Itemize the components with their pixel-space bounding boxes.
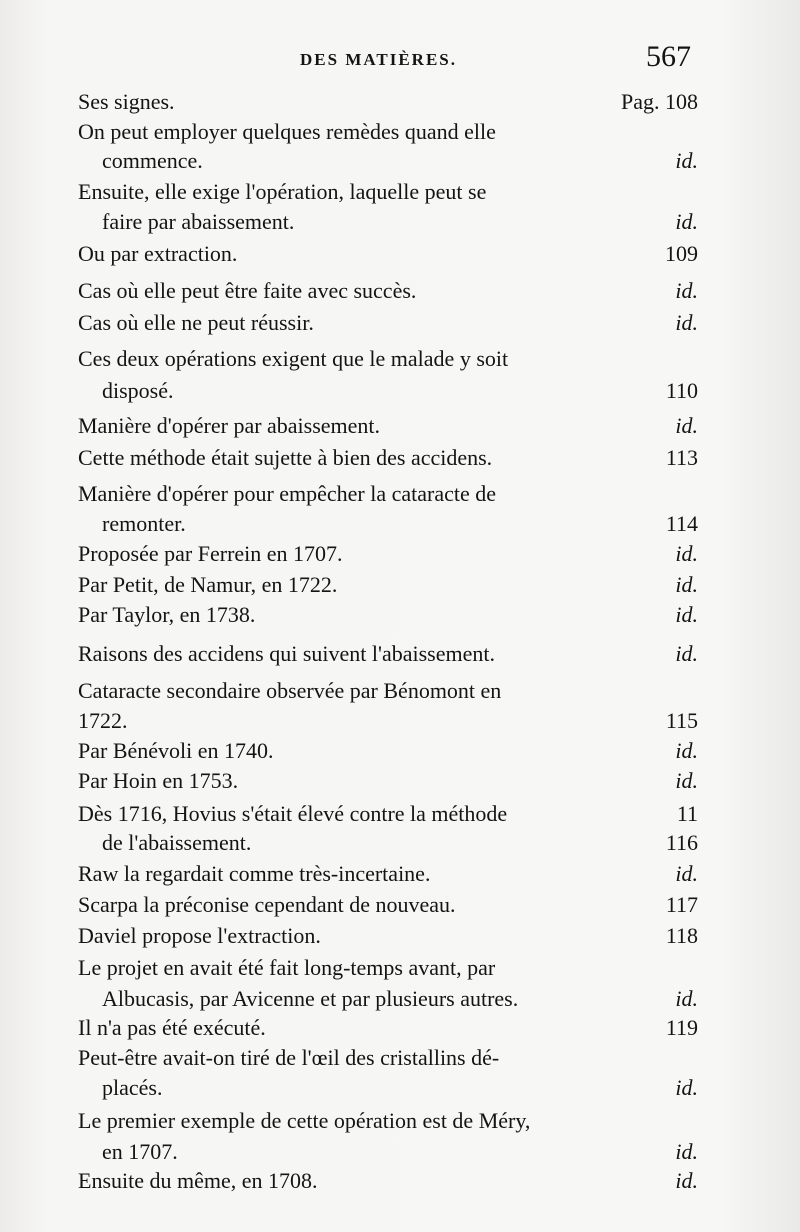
page-ref: id.: [675, 278, 698, 303]
entry-text: Par Bénévoli en 1740.: [78, 738, 274, 763]
entry-text: Cas où elle peut être faite avec succès.: [78, 278, 417, 303]
entry-text: Cas où elle ne peut réussir.: [78, 310, 314, 335]
entry-text: Le projet en avait été fait long-temps avant, par: [78, 955, 496, 980]
page-ref: 109: [665, 241, 698, 266]
entry-text: Manière d'opérer par abaissement.: [78, 413, 381, 438]
index-line: [78, 538, 698, 570]
index-line: [78, 1165, 698, 1197]
page-ref: id.: [675, 310, 698, 335]
entry-text: Ensuite du même, en 1708.: [78, 1168, 318, 1193]
page-ref: 116: [665, 830, 698, 855]
entry-text: Cette méthode était sujette à bien des accidens.: [78, 445, 493, 470]
page-ref: id.: [675, 1075, 698, 1100]
index-line: [78, 238, 698, 270]
entry-text: Raisons des accidens qui suivent l'abaissement.: [78, 641, 495, 666]
page-ref: id.: [675, 641, 698, 666]
entry-text: Il n'a pas été exécuté.: [78, 1015, 266, 1040]
index-line: [78, 569, 698, 601]
page-ref: id.: [675, 602, 698, 627]
entry-text: de l'abaissement.: [102, 830, 252, 855]
running-title: DES MATIÈRES.: [300, 50, 457, 69]
page-ref: Pag. 108: [621, 89, 698, 114]
index-line: [102, 375, 698, 407]
entry-text: placés.: [102, 1075, 163, 1100]
index-line: [78, 442, 698, 474]
index-line: [78, 116, 698, 148]
entry-text: Proposée par Ferrein en 1707.: [78, 541, 343, 566]
entry-text: On peut employer quelques remèdes quand elle: [78, 119, 496, 144]
index-line: [78, 343, 698, 375]
index-line: [78, 735, 698, 767]
page-ref: 113: [665, 445, 698, 470]
index-line: [102, 145, 698, 177]
page-ref: id.: [675, 148, 698, 173]
entry-text: Par Hoin en 1753.: [78, 768, 239, 793]
entry-text: Ensuite, elle exige l'opération, laquelle peut se: [78, 179, 487, 204]
page-ref: id.: [675, 738, 698, 763]
page-ref: 118: [665, 923, 698, 948]
index-line: [102, 1136, 698, 1168]
entry-text: Daviel propose l'extraction.: [78, 923, 321, 948]
entry-text: Manière d'opérer pour empêcher la cataracte de: [78, 481, 497, 506]
entry-text: 1722.: [78, 708, 128, 733]
entry-text: commence.: [102, 148, 203, 173]
index-line: [78, 410, 698, 442]
index-line: [78, 1042, 698, 1074]
page-header: [0, 40, 800, 84]
index-line: [78, 858, 698, 890]
page-ref: id.: [675, 861, 698, 886]
entry-text: en 1707.: [102, 1139, 178, 1164]
index-line: [102, 1072, 698, 1104]
page-ref: id.: [675, 209, 698, 234]
page-ref: 110: [665, 378, 698, 403]
page-ref: id.: [675, 1139, 698, 1164]
page-ref: 115: [665, 708, 698, 733]
entry-text: faire par abaissement.: [102, 209, 295, 234]
page-number: 567: [646, 40, 691, 73]
index-line: [78, 638, 698, 670]
entry-text: remonter.: [102, 511, 186, 536]
index-line: [78, 307, 698, 339]
index-line: [78, 675, 698, 707]
entry-text: Cataracte secondaire observée par Bénomont en: [78, 678, 502, 703]
index-line: [78, 275, 698, 307]
entry-text: Scarpa la préconise cependant de nouveau.: [78, 892, 456, 917]
index-line: [78, 1012, 698, 1044]
page-ref: id.: [675, 572, 698, 597]
page-ref: id.: [675, 768, 698, 793]
index-line: [78, 705, 698, 737]
page-ref: id.: [675, 541, 698, 566]
entry-text: disposé.: [102, 378, 174, 403]
index-line: [78, 765, 698, 797]
index-line: [78, 920, 698, 952]
entry-text: Ou par extraction.: [78, 241, 238, 266]
index-line: [78, 1105, 698, 1137]
entry-text: Albucasis, par Avicenne et par plusieurs autres.: [102, 986, 519, 1011]
entry-text: Par Petit, de Namur, en 1722.: [78, 572, 338, 597]
entry-text: Ses signes.: [78, 89, 175, 114]
page-ref: 114: [665, 511, 698, 536]
entry-text: Peut-être avait-on tiré de l'œil des cristallins dé-: [78, 1045, 500, 1070]
index-line: [78, 889, 698, 921]
page-ref: 119: [665, 1015, 698, 1040]
entry-text: Le premier exemple de cette opération est de Méry,: [78, 1108, 531, 1133]
index-line: [102, 827, 698, 859]
page-ref: id.: [675, 1168, 698, 1193]
page-ref: id.: [675, 413, 698, 438]
index-line: [102, 508, 698, 540]
index-line: [78, 952, 698, 984]
entry-text: Raw la regardait comme très-incertaine.: [78, 861, 431, 886]
page-ref: id.: [675, 986, 698, 1011]
index-line: [102, 206, 698, 238]
entry-text: Par Taylor, en 1738.: [78, 602, 256, 627]
index-line: [78, 599, 698, 631]
page-ref: 11: [676, 801, 698, 826]
index-line: [78, 798, 698, 830]
index-line: [78, 478, 698, 510]
index-line: [78, 86, 698, 118]
index-line: [78, 176, 698, 208]
entry-text: Dès 1716, Hovius s'était élevé contre la méthode: [78, 801, 508, 826]
entry-text: Ces deux opérations exigent que le malade y soit: [78, 346, 509, 371]
page-ref: 117: [665, 892, 698, 917]
index-line: [102, 983, 698, 1015]
